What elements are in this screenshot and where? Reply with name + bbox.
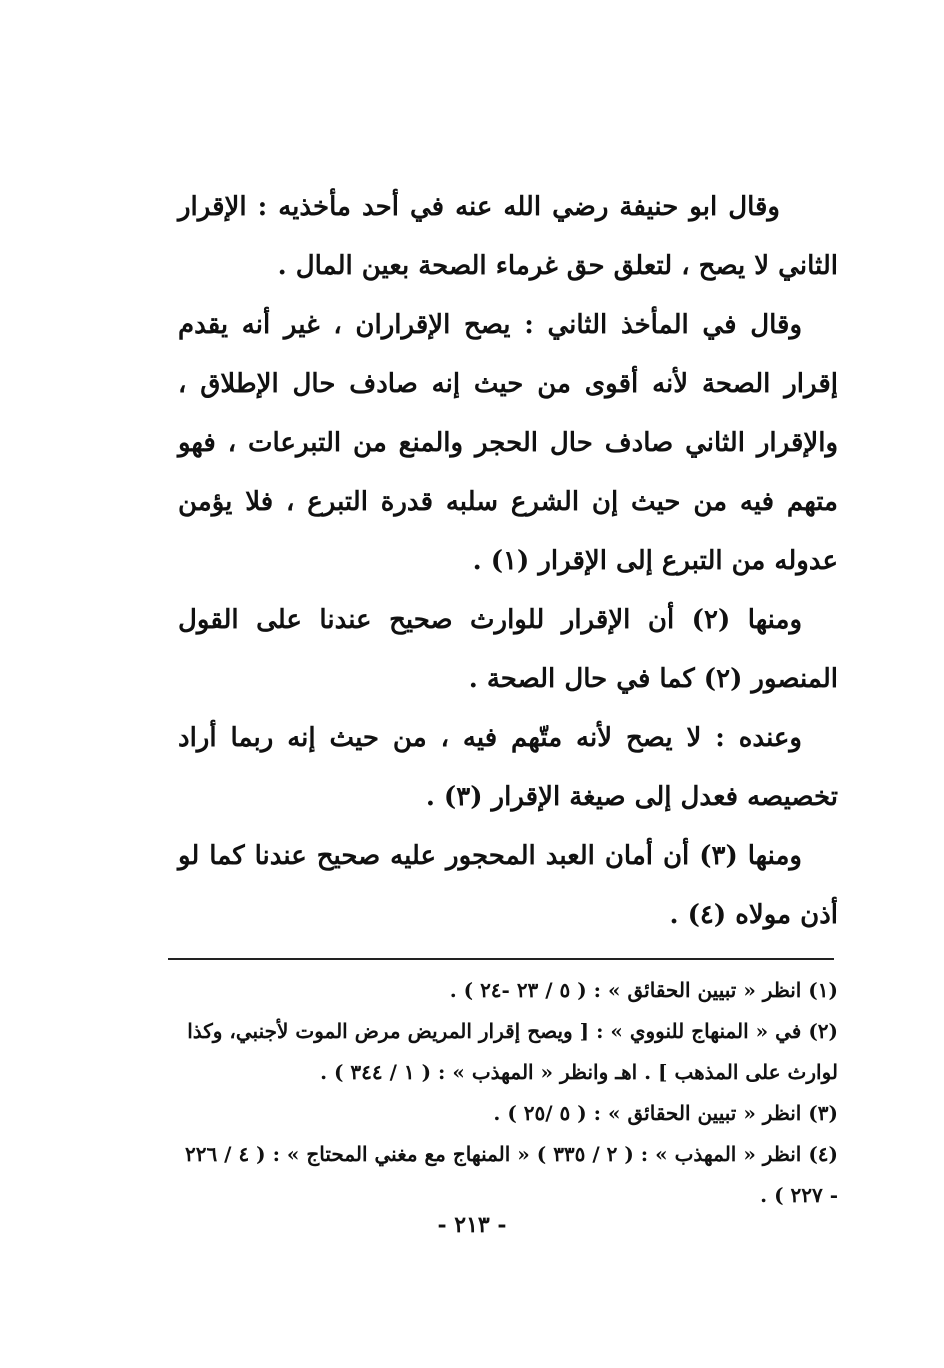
footnote-divider [168, 958, 834, 960]
footnote-2: (٢) في « المنهاج للنووي » : [ ويصح إقرار المريض مرض الموت لأجنبي، وكذا لوارث على المذهب ] . اهـ وانظر « المهذب » : ( ١ / ٣٤٤ ) . [187, 1019, 838, 1084]
footnote-3: (٣) انظر « تبيين الحقائق » : ( ٥ /٢٥ ) . [493, 1101, 838, 1125]
paragraph-2: وقال في المأخذ الثاني : يصح الإقراران ، غير أنه يقدم إقرار الصحة لأنه أقوى من حيث إنه صادف حال الإطلاق ، والإقرار الثاني صادف حال الحجر والمنع من التبرعات ، فهو متهم فيه من حيث إن الشرع سلبه قدرة التبرع ، فلا يؤمن عدوله من التبرع إلى الإقرار (١) . [178, 310, 838, 576]
page-number: - ٢١٣ - [437, 1212, 507, 1238]
footnote-4: (٤) انظر « المهذب » : ( ٢ / ٣٣٥ ) « المنهاج مع مغني المحتاج » : ( ٤ / ٢٢٦ - ٢٢٧ ) . [184, 1142, 838, 1207]
paragraph-1: وقال ابو حنيفة رضي الله عنه في أحد مأخذيه : الإقرار الثاني لا يصح ، لتعلق حق غرماء الصحة بعين المال . [178, 192, 838, 281]
paragraph-5: ومنها (٣) أن أمان العبد المحجور عليه صحيح عندنا كما لو أذن مولاه (٤) . [178, 841, 838, 930]
footnote-1: (١) انظر « تبيين الحقائق » : ( ٥ / ٢٣ -٢٤ ) . [449, 978, 838, 1002]
main-text [178, 178, 838, 945]
paragraph-4: وعنده : لا يصح لأنه متّهم فيه ، من حيث إنه ربما أراد تخصيصه فعدل إلى صيغة الإقرار (٣) . [178, 723, 838, 812]
footnotes [178, 970, 838, 1216]
paragraph-3: ومنها (٢) أن الإقرار للوارث صحيح عندنا على القول المنصور (٢) كما في حال الصحة . [178, 605, 838, 694]
